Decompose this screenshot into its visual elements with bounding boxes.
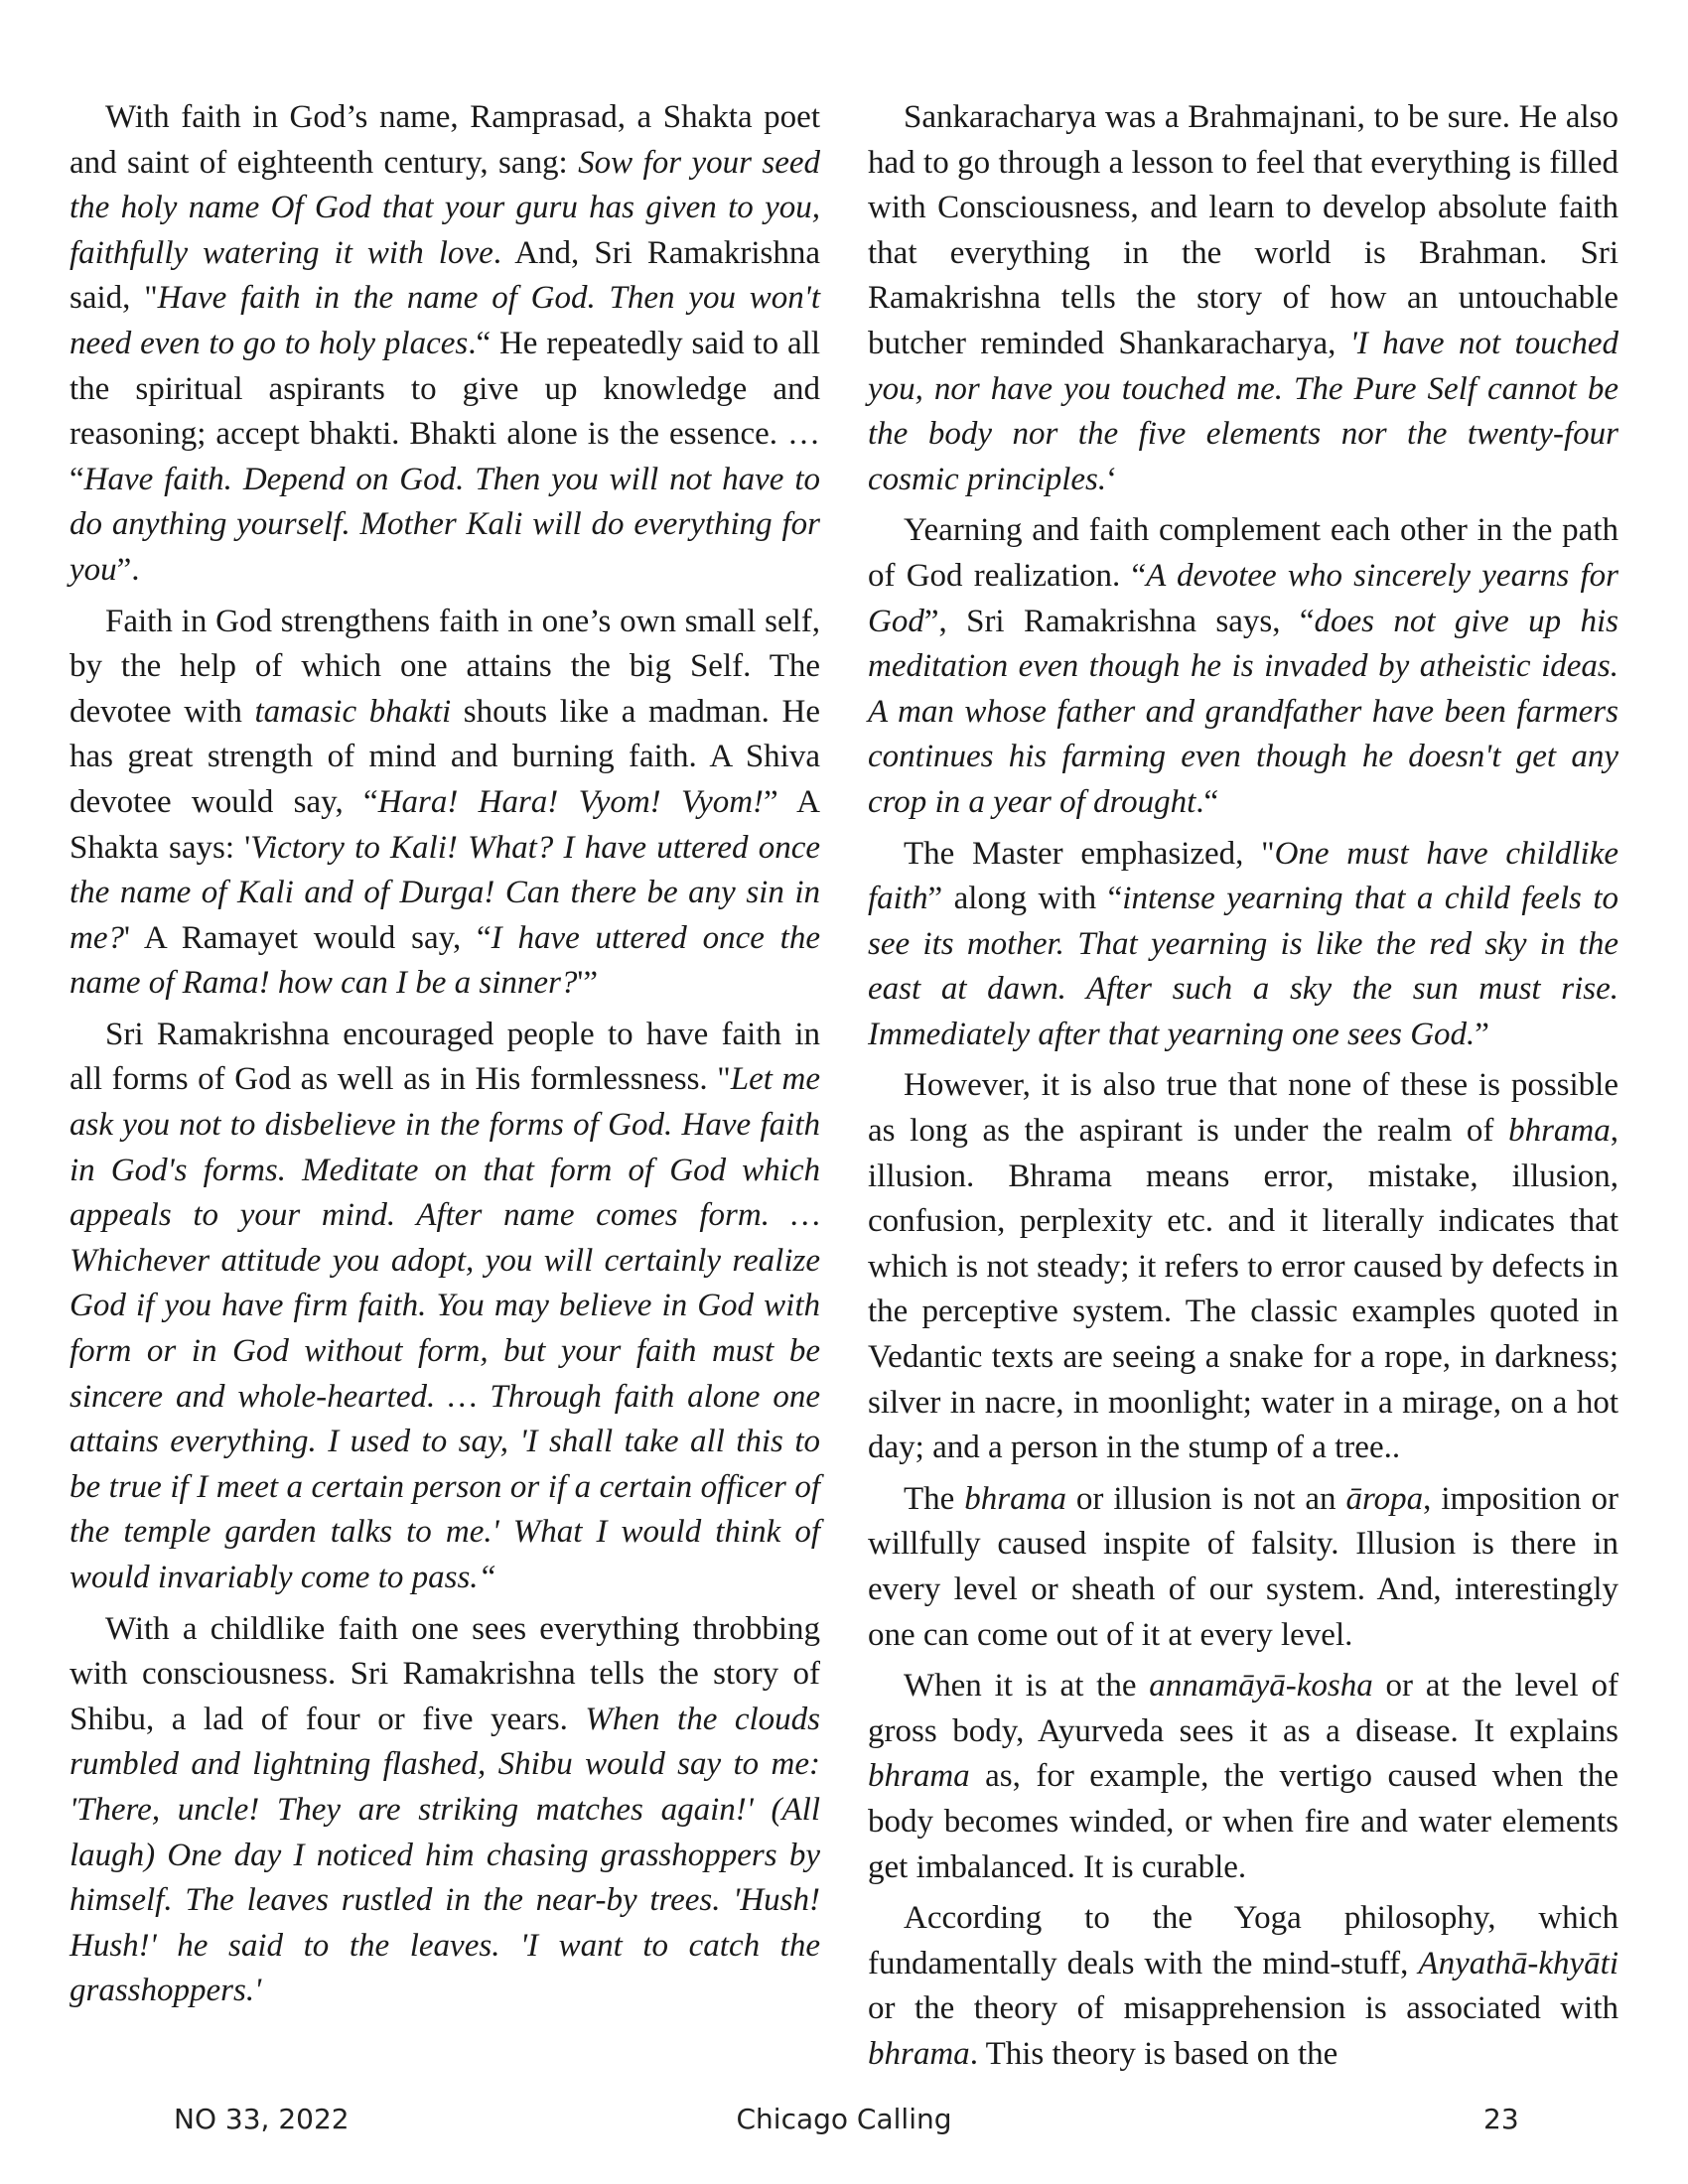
right-column (868, 95, 1618, 2084)
footer-page-number: 23 (1483, 2103, 1519, 2135)
text-run: When it is at the (904, 1668, 1150, 1705)
text-run: The (904, 1480, 965, 1517)
text-run: ” (1475, 1016, 1489, 1052)
italic-quote: bhrama (868, 2035, 970, 2072)
text-run: According to the Yoga philosophy, which fundamentally deals with the mind-stuff, (868, 1900, 1618, 1981)
italic-quote: intense yearning that a child feels to see its mother. That yearning is like the red sky in the east at dawn. After such a sky the sun must rise. Immediately after that yearning one sees God. (868, 881, 1618, 1052)
page-footer (0, 2103, 1688, 2142)
text-run: With faith in God’s name, Ramprasad, a Shakta poet and saint of eighteenth century, sang: (70, 99, 820, 181)
text-run: shouts like a madman. He has great strength of mind and burning faith. A Shiva devotee would say, “ (70, 693, 820, 820)
text-run: ”. (116, 551, 140, 588)
text-run: ' A Ramayet would say, “ (123, 919, 492, 956)
footer-issue: NO 33, 2022 (174, 2103, 350, 2135)
italic-quote: bhrama (964, 1480, 1066, 1517)
text-run: as, for example, the vertigo caused when the body becomes winded, or when fire and water elements get imbalanced. It is curable. (868, 1758, 1618, 1885)
italic-quote: Have faith in the name of God. Then you won't need even to go to holy places (70, 280, 820, 361)
paragraph (868, 1664, 1618, 1890)
italic-quote: A devotee who sincerely yearns for God (868, 557, 1619, 639)
italic-quote: Sow for your seed the holy name Of God that your guru has given to you, faithfully watering it with love (70, 144, 820, 271)
italic-quote: Have faith. Depend on God. Then you will not have to do anything yourself. Mother Kali will do everything for you (70, 461, 820, 588)
paragraph (868, 508, 1618, 825)
italic-quote: Victory to Kali! What? I have uttered once the name of Kali and of Durga! Can there be any sin in me? (70, 829, 821, 956)
italic-quote: tamasic bhakti (254, 693, 452, 730)
italic-quote: I have uttered once the name of Rama! how can I be a sinner? (70, 919, 820, 1002)
paragraph (868, 1477, 1618, 1658)
text-run: . This theory is based on the (969, 2035, 1338, 2072)
italic-quote: 'I have not touched you, nor have you touched me. The Pure Self cannot be the body nor the five elements nor the twenty-four cosmic principles. (868, 325, 1618, 497)
text-run: or the theory of misapprehension is associated with (868, 1990, 1618, 2027)
italic-quote: bhrama (868, 1758, 970, 1795)
paragraph (868, 832, 1618, 1058)
italic-quote: Let me ask you not to disbelieve in the forms of God. Have faith in God's forms. Meditate on that form of God which appeals to your mind. After name comes form. … Whichever attitude you adopt, you will certainly realize God if you have firm faith. You may believe in God with form or in God without form, but your faith must be sincere and whole-hearted. … Through faith alone one attains everything. I used to say, 'I shall take all this to be true if I meet a certain person or if a certain officer of the temple garden talks to me.' What I would think of would invariably come to pass.“ (70, 1061, 820, 1595)
text-run: '” (577, 965, 599, 1002)
text-run: ” along with “ (927, 881, 1123, 917)
text-run: .“ He repeatedly said to all the spiritual aspirants to give up knowledge and reasoning; accept bhakti. Bhakti alone is the essence. … “ (70, 325, 820, 497)
text-run: or at the level of gross body, Ayurveda sees it as a disease. It explains (868, 1668, 1618, 1749)
text-run: , illusion. Bhrama means error, mistake, illusion, confusion, perplexity etc. and it literally indicates that which is not steady; it refers to error caused by defects in the perceptive system. The classic examples quoted in Vedantic texts are seeing a snake for a rope, in darkness; silver in nacre, in moonlight; water in a mirage, on a hot day; and a person in the stump of a tree.. (868, 1113, 1618, 1466)
text-run: Faith in God strengthens faith in one’s own small self, by the help of which one attains the big Self. The devotee with (70, 603, 820, 730)
italic-quote: Hara! Hara! Vyom! Vyom! (377, 783, 765, 820)
paragraph (70, 1607, 820, 2014)
text-run: Sri Ramakrishna encouraged people to have faith in all forms of God as well as in His formlessness. " (70, 1016, 820, 1098)
text-run: , imposition or willfully caused inspite of falsity. Illusion is there in every level or sheath of our system. And, interestingly one can come out of it at every level. (868, 1480, 1618, 1653)
text-run: . And, Sri Ramakrishna said, " (70, 234, 820, 317)
italic-quote: Anyathā-khyāti (1418, 1945, 1618, 1981)
text-run: The Master emphasized, " (904, 835, 1275, 872)
text-run: With a childlike faith one sees everything throbbing with consciousness. Sri Ramakrishna tells the story of Shibu, a lad of four or five years. (70, 1610, 820, 1737)
text-run: ” A Shakta says: ' (70, 783, 820, 866)
text-run: ”, Sri Ramakrishna says, “ (923, 603, 1315, 639)
italic-quote: One must have childlike faith (868, 835, 1618, 917)
text-run: or illusion is not an (1065, 1480, 1346, 1517)
left-column (70, 95, 820, 2020)
paragraph (868, 95, 1618, 502)
footer-publication: Chicago Calling (736, 2103, 952, 2135)
italic-quote: annamāyā-kosha (1149, 1668, 1373, 1705)
italic-quote: does not give up his meditation even though he is invaded by atheistic ideas. A man whose father and grandfather have been farmers continues his farming even though he doesn't get any crop in a year of drought (868, 603, 1618, 820)
paragraph (70, 95, 820, 594)
text-run: However, it is also true that none of these is possible as long as the aspirant is under the realm of (868, 1067, 1618, 1150)
italic-quote: When the clouds rumbled and lightning flashed, Shibu would say to me: 'There, uncle! They are striking matches again!' (All laugh) One day I noticed him chasing grasshoppers by himself. The leaves rustled in the near-by trees. 'Hush! Hush!' he said to the leaves. 'I want to catch the grasshoppers.' (70, 1701, 821, 2009)
text-run: .“ (1196, 783, 1219, 820)
text-run: ‘ (1106, 461, 1118, 497)
paragraph (70, 600, 820, 1007)
paragraph (868, 1063, 1618, 1470)
italic-quote: āropa (1345, 1480, 1424, 1517)
text-run: Sankaracharya was a Brahmajnani, to be sure. He also had to go through a lesson to feel that everything is filled with Consciousness, and learn to develop absolute faith that everything in the world is Brahman. Sri Ramakrishna tells the story of how an untouchable butcher reminded Shankaracharya, (868, 99, 1618, 361)
italic-quote: bhrama (1508, 1113, 1611, 1150)
text-run: Yearning and faith complement each other in the path of God realization. “ (868, 512, 1618, 594)
paragraph (70, 1013, 820, 1601)
paragraph (868, 1896, 1618, 2077)
